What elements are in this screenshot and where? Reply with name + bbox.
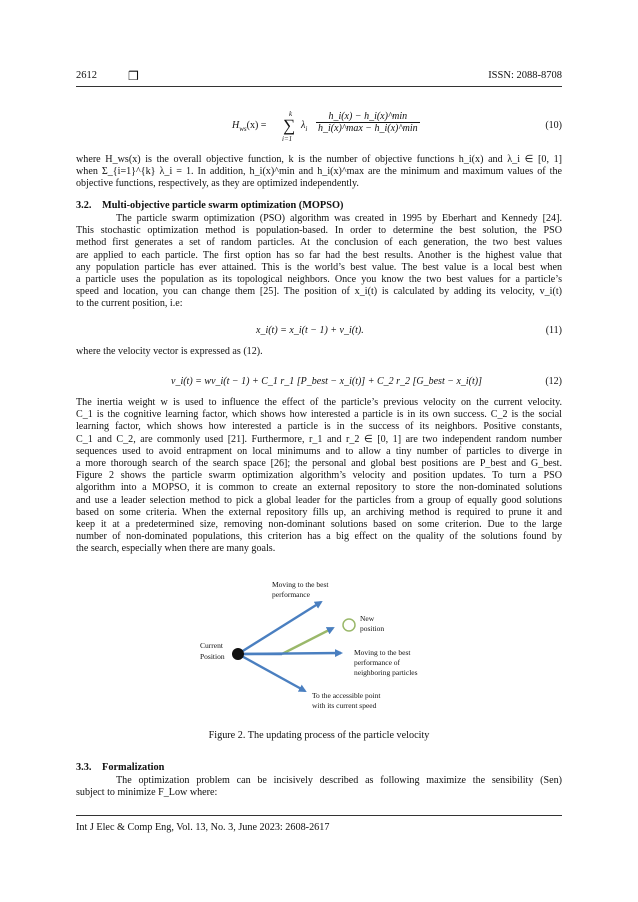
text-line: C_1 and C_2, are commonly used [21]. Furthermore, r_1 and r_2 ∈ [0, 1] are two independent random number	[76, 433, 562, 445]
eq11-number: (11)	[545, 325, 562, 336]
eq10-lambda: λ	[301, 120, 306, 131]
label-line: Moving to the best	[272, 580, 329, 589]
section-heading-3-3	[76, 762, 164, 773]
eq10-sum-bot: i=1	[282, 135, 293, 143]
text-line: a more thorough search of the search space [26]; the personal and global best positions are P_best and G_best.	[76, 458, 562, 470]
sum-symbol-icon: ∑	[283, 116, 296, 135]
section-number: 3.3.	[76, 762, 92, 773]
checkbox-glyph-icon: ❒	[128, 69, 139, 83]
label-line: Position	[200, 652, 225, 661]
eq12-number: (12)	[545, 376, 562, 387]
label-line: performance	[272, 590, 310, 599]
text-line: keep it at a predetermined size, removing non-dominant solutions based on some criterion. Due to the large	[76, 519, 562, 531]
label-line: neighboring particles	[354, 668, 418, 677]
text-line: number of non-dominated populations, this criterion has a big effect on the quality of the solutions found by	[76, 531, 562, 543]
text-line: to the current position, i.e:	[76, 298, 183, 310]
label-line: To the accessible point	[312, 691, 381, 700]
current-position-dot-icon	[232, 648, 244, 660]
label-neighbor-best	[354, 648, 418, 678]
eq10-lhs: H	[232, 120, 240, 131]
eq10-lhs-sub: ws	[239, 125, 247, 133]
eq10-lambda-sub: i	[305, 125, 308, 133]
label-current-speed	[312, 691, 380, 711]
section-number: 3.2.	[76, 200, 92, 211]
text-line: a particle uses the population as its topological neighbors. Once you know the two best values for a particle’s	[76, 274, 562, 286]
text-line: the search, especially when there are many goals.	[76, 543, 276, 555]
label-line: Current	[200, 641, 223, 650]
label-line: with its current speed	[312, 701, 377, 710]
label-line: performance of	[354, 658, 401, 667]
text-line: method first generates a set of random particles. At the conclusion of each generation, the two best values	[76, 237, 562, 249]
text-line: subject to minimize F_Low where:	[76, 787, 218, 799]
issn: ISSN: 2088-8708	[488, 70, 562, 81]
new-position-circle-icon	[343, 619, 355, 631]
page-number: 2612	[76, 70, 97, 81]
eq12-text: v_i(t) = wv_i(t − 1) + C_1 r_1 [P_best − x_i(t)] + C_2 r_2 [G_best − x_i(t)]	[171, 376, 483, 387]
section-title: Formalization	[102, 762, 165, 773]
section-title: Multi-objective particle swarm optimization (MOPSO)	[102, 200, 344, 211]
label-current-position	[200, 640, 225, 662]
eq10-arg: (x) =	[246, 120, 267, 131]
label-line: New	[360, 614, 375, 623]
label-new-position	[360, 614, 384, 634]
running-footer: Int J Elec & Comp Eng, Vol. 13, No. 3, June 2023: 2608-2617	[76, 822, 330, 833]
label-line: Moving to the best	[354, 648, 411, 657]
text-line: This stochastic optimization method is population-based. In order to determine the best solution, the PSO	[76, 225, 562, 237]
text-line: sequences used to avoid entrapment on local minimums and to allow a tiny number of particles to diverge in	[76, 445, 562, 457]
para-formalization	[76, 775, 562, 799]
eq10-sum-top: k	[289, 110, 293, 118]
text-line: objective functions, respectively, as they are optimized independently.	[76, 178, 359, 190]
text-line: when Σ_{i=1}^{k} λ_i = 1. In addition, h_i(x)^min and h_i(x)^max are the minimum and maximum values of the	[76, 166, 562, 178]
eq10-number: (10)	[545, 120, 562, 131]
text-line: where the velocity vector is expressed as (12).	[76, 346, 263, 357]
eq10-denominator: h_i(x)^max − h_i(x)^min	[318, 123, 418, 134]
arrow-to-new-position	[282, 628, 333, 654]
text-line: The particle swarm optimization (PSO) algorithm was created in 1995 by Eberhart and Kennedy [24].	[116, 213, 562, 224]
text-line: algorithm into a MOPSO, it is common to create an external repository to store the non-dominated solutions	[76, 482, 562, 494]
footer-rule	[76, 815, 562, 816]
text-line: where H_ws(x) is the overall objective function, k is the number of objective functions h_i(x) and λ_i ∈ [0, 1]	[76, 154, 562, 165]
label-best-performance	[272, 580, 328, 600]
arrow-best-performance	[238, 602, 321, 654]
figure-caption: Figure 2. The updating process of the particle velocity	[208, 730, 430, 741]
arrow-neighbor-best	[238, 653, 341, 654]
label-line: position	[360, 624, 385, 633]
text-line: based on some criteria. When the external repository fills up, an archiving method is required to prune it and	[76, 506, 562, 518]
arrow-current-speed	[238, 654, 305, 691]
eq10-numerator: h_i(x) − h_i(x)^min	[316, 111, 420, 123]
text-line: C_1 is the cognitive learning factor, which shows how interested a particle is in its own success. C_2 is the social	[76, 409, 562, 421]
text-line: are applied to each particle. The first option has so far had the best results. Another is the highest value that	[76, 249, 562, 261]
text-line: Figure 2 shows the particle swarm optimization algorithm’s velocity and position updates. To turn a PSO	[76, 470, 562, 482]
text-line: learning factor, which shows how interested a particle is in the success of its neighbors. Positive constants,	[76, 421, 562, 433]
text-line: speed and location, you can change them [25]. The position of x_i(t) is calculated by adding its velocity, v_i(t)	[76, 286, 562, 298]
eq11-text: x_i(t) = x_i(t − 1) + v_i(t).	[256, 325, 364, 336]
text-line: The optimization problem can be incisively described as following maximize the sensibility (Sen)	[116, 775, 562, 786]
text-line: and use a leader selection method to pick a global leader for the particles from a group of equally good solutions	[76, 494, 562, 506]
text-line: The inertia weight w is used to influence the effect of the particle’s previous velocity on the current velocity.	[76, 397, 562, 408]
text-line: any population particle has ever attained. This is the world’s best value. The best value is a local best when	[76, 261, 562, 273]
